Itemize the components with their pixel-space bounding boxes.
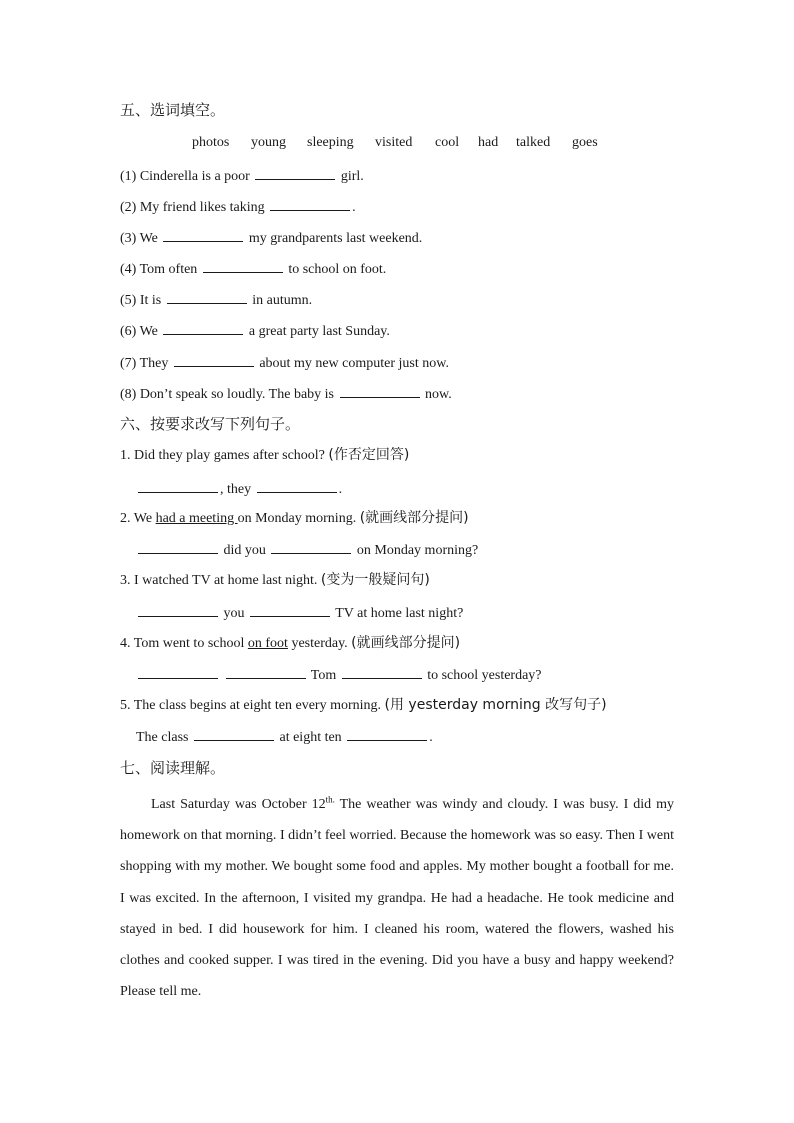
rewrite-question-3 bbox=[120, 571, 430, 589]
rewrite-answer-2 bbox=[136, 540, 478, 558]
underlined-phrase: on foot bbox=[247, 636, 288, 651]
answer-text: , they bbox=[220, 482, 255, 497]
item-text: (4) Tom often bbox=[120, 262, 201, 277]
answer-blank[interactable] bbox=[167, 290, 247, 304]
exercise-item-5 bbox=[120, 290, 312, 308]
item-text: in autumn. bbox=[248, 293, 313, 308]
rewrite-question-4 bbox=[120, 634, 460, 652]
item-text: (5) It is bbox=[120, 293, 165, 308]
answer-text: Tom bbox=[307, 668, 340, 683]
answer-text: at eight ten bbox=[275, 730, 346, 745]
exercise-item-3 bbox=[120, 228, 422, 246]
rewrite-answer-5 bbox=[136, 727, 433, 745]
word-bank bbox=[120, 135, 674, 153]
question-text: 1. Did they play games after school? bbox=[120, 448, 329, 463]
answer-text: to school yesterday? bbox=[423, 668, 542, 683]
word-bank-item: photos bbox=[192, 135, 230, 150]
exercise-item-1 bbox=[120, 166, 364, 184]
answer-text: you bbox=[220, 606, 248, 621]
exercise-item-2 bbox=[120, 197, 356, 215]
answer-blank[interactable] bbox=[194, 727, 274, 741]
section-7-title: 七、阅读理解。 bbox=[120, 759, 226, 777]
answer-blank[interactable] bbox=[340, 384, 420, 398]
answer-blank[interactable] bbox=[226, 665, 306, 679]
item-text: (2) My friend likes taking bbox=[120, 200, 269, 215]
question-text: 4. Tom went to school bbox=[120, 636, 248, 651]
item-text: (7) They bbox=[120, 356, 172, 371]
reading-passage bbox=[120, 789, 674, 1007]
item-text: to school on foot. bbox=[284, 262, 387, 277]
question-text: 3. I watched TV at home last night. bbox=[120, 573, 321, 588]
item-text: girl. bbox=[337, 169, 364, 184]
answer-blank[interactable] bbox=[163, 228, 243, 242]
question-text: yesterday. bbox=[287, 636, 352, 651]
exercise-item-7 bbox=[120, 353, 449, 371]
word-bank-item: cool bbox=[435, 135, 460, 150]
rewrite-answer-4 bbox=[136, 665, 542, 683]
word-bank-item: young bbox=[251, 135, 286, 150]
answer-blank[interactable] bbox=[138, 540, 218, 554]
ordinal-suffix: th. bbox=[325, 794, 335, 805]
answer-blank[interactable] bbox=[138, 479, 218, 493]
section-6-title: 六、按要求改写下列句子。 bbox=[120, 415, 301, 433]
answer-text: The class bbox=[136, 730, 192, 745]
answer-text: . bbox=[429, 730, 433, 745]
passage-text: The weather was windy and cloudy. I was busy. I did my homework on that morning. I didn’t feel worried. Because the homework was so easy. Then I went shopping with my mother. We bought some food and apples. My mother bought a football for me. I was excited. In the afternoon, I visited my grandpa. He had a headache. He took medicine and stayed in bed. I did housework for him. I cleaned his room, watered the flowers, washed his clothes and cooked supper. I was tired in the evening. Did you have a busy and happy weekend? Please tell me. bbox=[120, 797, 675, 1000]
question-text: 2. We bbox=[120, 511, 156, 526]
rewrite-answer-1 bbox=[136, 479, 342, 497]
exercise-item-6 bbox=[120, 321, 390, 339]
question-text: 5. The class begins at eight ten every morning. bbox=[120, 698, 385, 713]
question-instruction: (用 yesterday morning 改写句子) bbox=[384, 697, 607, 713]
answer-blank[interactable] bbox=[271, 540, 351, 554]
rewrite-answer-3 bbox=[136, 603, 463, 621]
answer-blank[interactable] bbox=[138, 603, 218, 617]
section-5-title: 五、选词填空。 bbox=[120, 101, 226, 119]
item-text: (3) We bbox=[120, 231, 162, 246]
underlined-phrase: had a meeting bbox=[155, 511, 238, 526]
question-instruction: (就画线部分提问) bbox=[351, 635, 461, 651]
word-bank-item: had bbox=[478, 135, 499, 150]
rewrite-question-5 bbox=[120, 696, 607, 714]
item-text: (1) Cinderella is a poor bbox=[120, 169, 254, 184]
answer-blank[interactable] bbox=[347, 727, 427, 741]
rewrite-question-1 bbox=[120, 446, 409, 464]
answer-blank[interactable] bbox=[138, 665, 218, 679]
answer-blank[interactable] bbox=[163, 321, 243, 335]
answer-blank[interactable] bbox=[250, 603, 330, 617]
word-bank-item: sleeping bbox=[307, 135, 354, 150]
item-text: now. bbox=[421, 387, 452, 402]
answer-blank[interactable] bbox=[174, 353, 254, 367]
answer-blank[interactable] bbox=[342, 665, 422, 679]
item-text: my grandparents last weekend. bbox=[245, 231, 423, 246]
question-instruction: (作否定回答) bbox=[328, 447, 410, 463]
answer-text: did you bbox=[220, 543, 270, 558]
question-text: on Monday morning. bbox=[237, 511, 360, 526]
answer-blank[interactable] bbox=[203, 259, 283, 273]
word-bank-item: visited bbox=[375, 135, 413, 150]
answer-text: TV at home last night? bbox=[332, 606, 464, 621]
exercise-item-8 bbox=[120, 384, 452, 402]
item-text: (8) Don’t speak so loudly. The baby is bbox=[120, 387, 338, 402]
answer-text: on Monday morning? bbox=[353, 543, 479, 558]
exercise-item-4 bbox=[120, 259, 386, 277]
answer-text: . bbox=[338, 482, 343, 497]
item-text: about my new computer just now. bbox=[255, 356, 449, 371]
answer-blank[interactable] bbox=[257, 479, 337, 493]
question-instruction: (就画线部分提问) bbox=[359, 510, 469, 526]
item-text: . bbox=[352, 200, 356, 215]
word-bank-item: goes bbox=[572, 135, 598, 150]
item-text: a great party last Sunday. bbox=[245, 324, 390, 339]
question-instruction: (变为一般疑问句) bbox=[320, 572, 430, 588]
passage-text: Last Saturday was October 12 bbox=[151, 797, 326, 812]
answer-blank[interactable] bbox=[270, 197, 350, 211]
answer-blank[interactable] bbox=[255, 166, 335, 180]
item-text: (6) We bbox=[120, 324, 162, 339]
rewrite-question-2 bbox=[120, 509, 469, 527]
word-bank-item: talked bbox=[516, 135, 551, 150]
